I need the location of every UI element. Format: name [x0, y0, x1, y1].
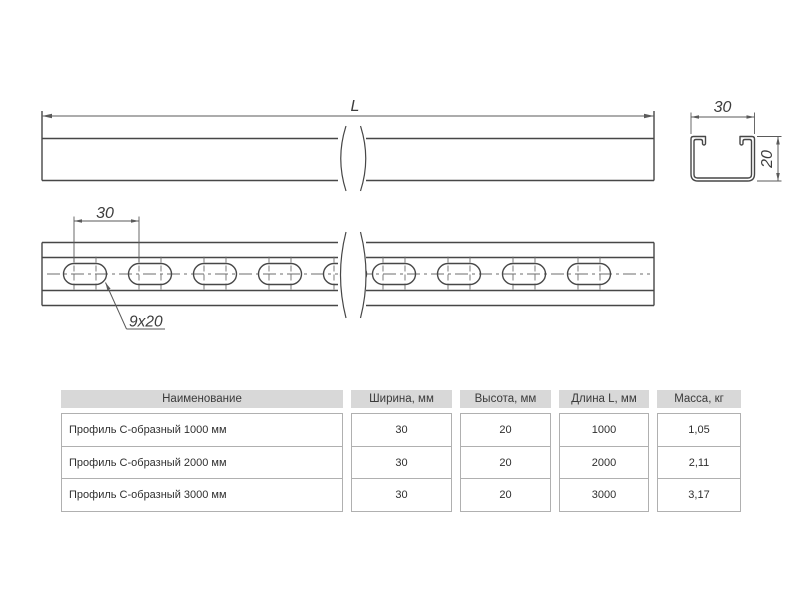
col-header-mass: Масса, кг — [657, 390, 741, 408]
dimension-hole-pitch — [74, 205, 139, 262]
cell-length: 3000 — [559, 479, 649, 512]
dim-section-height-label: 20 — [759, 150, 776, 168]
dim-arrow-right — [747, 115, 755, 119]
col-header-width: Ширина, мм — [351, 390, 452, 408]
dimension-section-width — [691, 99, 755, 134]
dim-section-width-label: 30 — [713, 99, 732, 116]
dim-arrow-left — [42, 114, 52, 118]
cell-mass: 1,05 — [657, 413, 741, 447]
hole-size-callout — [106, 283, 166, 331]
cell-width: 30 — [351, 413, 452, 447]
cell-height: 20 — [460, 479, 551, 512]
dimension-section-height — [757, 137, 782, 182]
dim-arrow-left — [691, 115, 699, 119]
cell-height: 20 — [460, 447, 551, 479]
section-view — [691, 99, 782, 181]
cell-mass: 2,11 — [657, 447, 741, 479]
hole-size-label: 9x20 — [129, 313, 163, 331]
dimension-length — [42, 98, 654, 118]
cell-name: Профиль С-образный 1000 мм — [61, 413, 343, 447]
c-profile-outline — [691, 137, 755, 182]
dim-arrow-top — [776, 137, 780, 145]
cell-name: Профиль С-образный 2000 мм — [61, 447, 343, 479]
dim-arrow-right — [131, 219, 139, 223]
cell-length: 2000 — [559, 447, 649, 479]
top-view-break-mask — [338, 230, 366, 322]
cell-mass: 3,17 — [657, 479, 741, 512]
dim-arrow-right — [644, 114, 654, 118]
col-header-length: Длина L, мм — [559, 390, 649, 408]
cell-width: 30 — [351, 447, 452, 479]
cell-length: 1000 — [559, 413, 649, 447]
dim-arrow-left — [74, 219, 82, 223]
leader-arrow — [106, 283, 111, 291]
top-view — [42, 205, 654, 331]
cell-width: 30 — [351, 479, 452, 512]
cell-height: 20 — [460, 413, 551, 447]
side-view-break-mask — [338, 125, 366, 191]
dim-hole-pitch-label: 30 — [96, 205, 114, 222]
dim-length-label: L — [350, 98, 360, 115]
dim-arrow-bottom — [776, 173, 780, 181]
col-header-height: Высота, мм — [460, 390, 551, 408]
cell-name: Профиль С-образный 3000 мм — [61, 479, 343, 512]
col-header-name: Наименование — [61, 390, 343, 408]
spec-table — [61, 390, 741, 512]
